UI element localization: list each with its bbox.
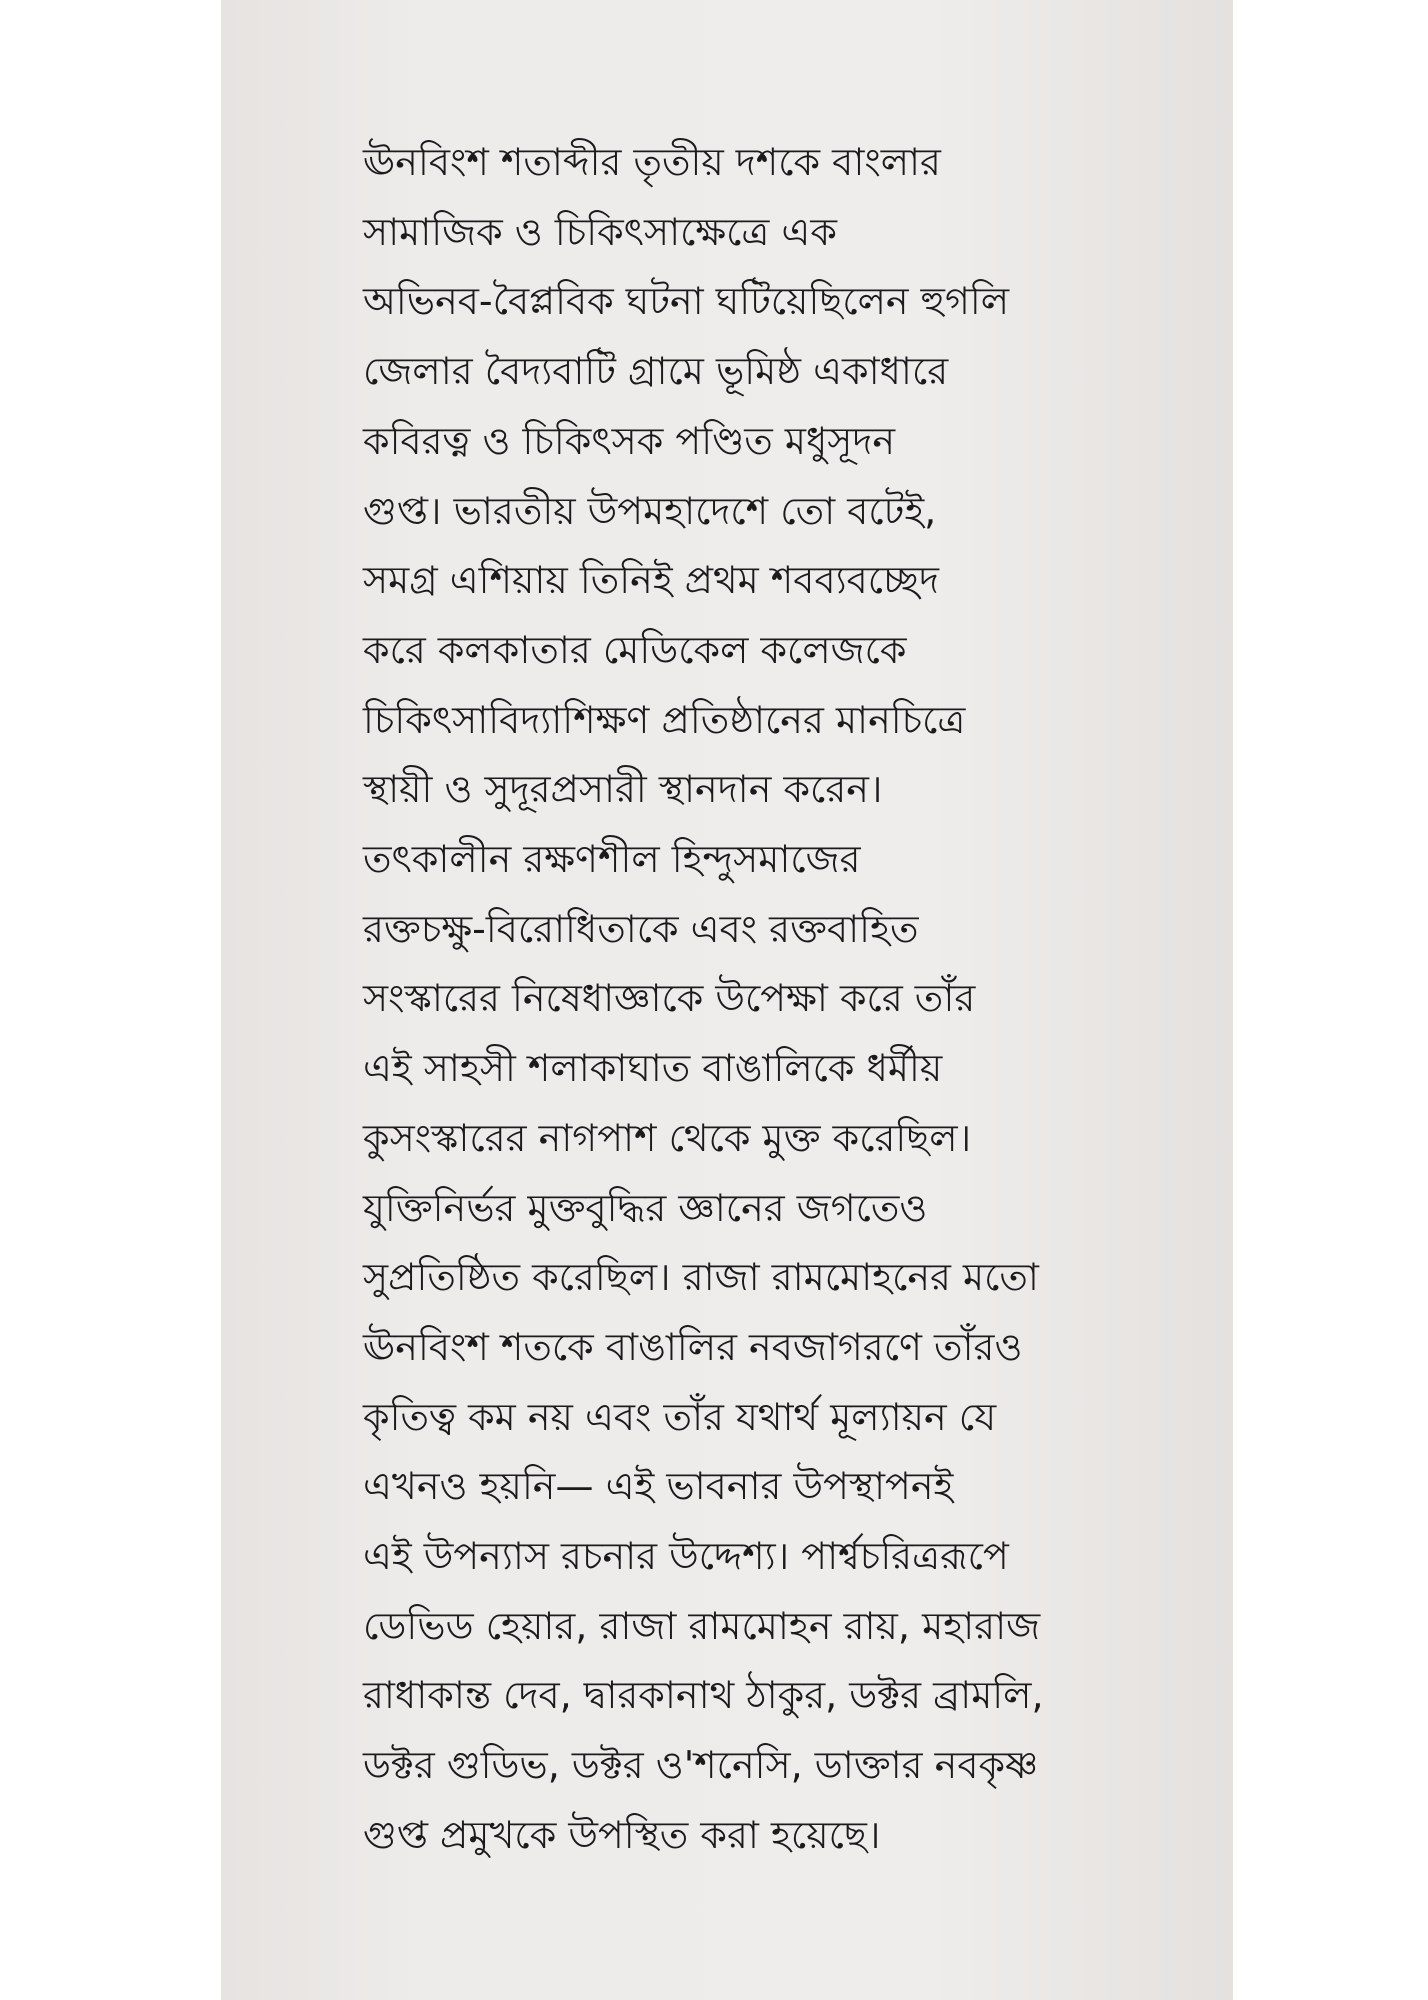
text-line: যুক্তিনির্ভর মুক্তবুদ্ধির জ্ঞানের জগতেও <box>363 1185 928 1230</box>
text-line: স্থায়ী ও সুদূরপ্রসারী স্থানদান করেন। <box>363 767 883 812</box>
text-line: ডেভিড হেয়ার, রাজা রামমোহন রায়, মহারাজ <box>363 1603 1041 1648</box>
text-line: এই সাহসী শলাকাঘাত বাঙালিকে ধর্মীয় <box>363 1046 943 1091</box>
text-line: এখনও হয়নি— এই ভাবনার উপস্থাপনই <box>363 1464 954 1509</box>
text-line: কুসংস্কারের নাগপাশ থেকে মুক্ত করেছিল। <box>363 1115 972 1160</box>
flap-text-block <box>363 128 1223 1871</box>
text-line: গুপ্ত প্রমুখকে উপস্থিত করা হয়েছে। <box>363 1812 881 1857</box>
text-line: সংস্কারের নিষেধাজ্ঞাকে উপেক্ষা করে তাঁর <box>363 976 976 1021</box>
text-line: ঊনবিংশ শতকে বাঙালির নবজাগরণে তাঁরও <box>363 1324 1023 1369</box>
book-flap-page <box>221 0 1233 2000</box>
text-line: সুপ্রতিষ্ঠিত করেছিল। রাজা রামমোহনের মতো <box>363 1255 1039 1300</box>
text-line: সমগ্র এশিয়ায় তিনিই প্রথম শবব্যবচ্ছেদ <box>363 558 939 603</box>
text-line: অভিনব-বৈপ্লবিক ঘটনা ঘটিয়েছিলেন হুগলি <box>363 279 1010 324</box>
text-line: কবিরত্ন ও চিকিৎসক পণ্ডিত মধুসূদন <box>363 418 896 463</box>
text-line: রাধাকান্ত দেব, দ্বারকানাথ ঠাকুর, ডক্টর ব্রামলি, <box>363 1673 1044 1718</box>
text-line: এই উপন্যাস রচনার উদ্দেশ্য। পার্শ্বচরিত্ররূপে <box>363 1534 1009 1579</box>
text-line: গুপ্ত। ভারতীয় উপমহাদেশে তো বটেই, <box>363 488 937 533</box>
text-line: ঊনবিংশ শতাব্দীর তৃতীয় দশকে বাংলার <box>363 140 941 184</box>
text-line: রক্তচক্ষু-বিরোধিতাকে এবং রক্তবাহিত <box>363 906 919 951</box>
text-line: ডক্টর গুডিভ, ডক্টর ও'শনেসি, ডাক্তার নবকৃষ্ণ <box>363 1743 1039 1788</box>
text-line: চিকিৎসাবিদ্যাশিক্ষণ প্রতিষ্ঠানের মানচিত্রে <box>363 697 966 742</box>
text-line: সামাজিক ও চিকিৎসাক্ষেত্রে এক <box>363 209 837 254</box>
text-line: জেলার বৈদ্যবাটি গ্রামে ভূমিষ্ঠ একাধারে <box>363 349 949 394</box>
text-line: করে কলকাতার মেডিকেল কলেজকে <box>363 627 907 672</box>
text-line: কৃতিত্ব কম নয় এবং তাঁর যথার্থ মূল্যায়ন যে <box>363 1394 997 1439</box>
text-line: তৎকালীন রক্ষণশীল হিন্দুসমাজের <box>363 837 861 882</box>
